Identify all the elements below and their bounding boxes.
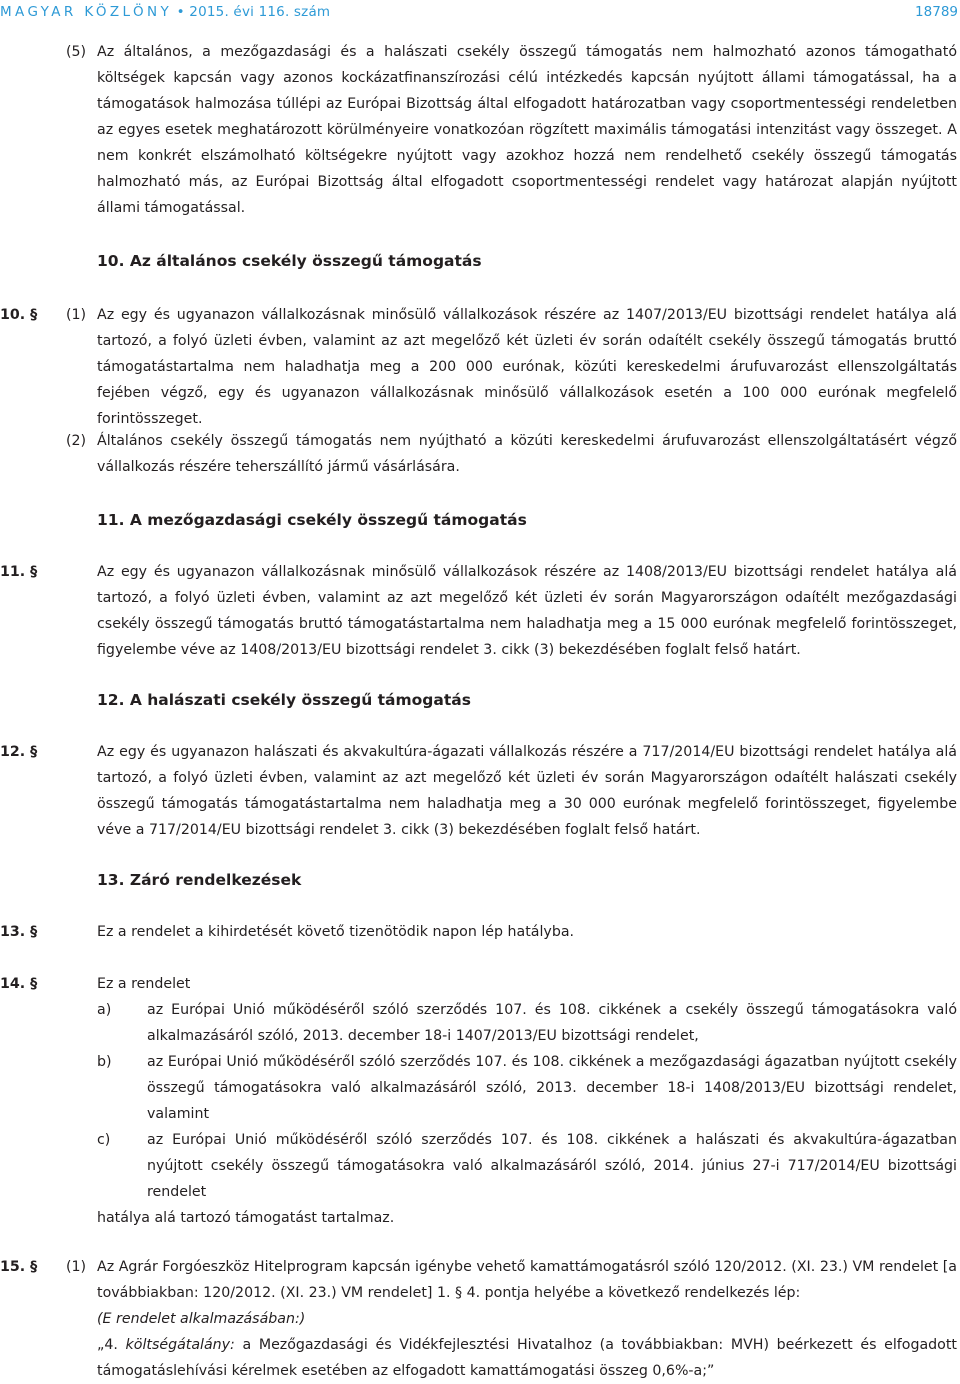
paragraph-label: (5) — [66, 44, 87, 60]
section-number-10: 10. § — [0, 307, 38, 323]
list-label: b) — [97, 1054, 112, 1070]
closing-text: hatálya alá tartozó támogatást tartalmaz. — [97, 1210, 395, 1226]
list-label: a) — [97, 1002, 112, 1018]
section-number-12: 12. § — [0, 744, 38, 760]
section-number-13: 13. § — [0, 924, 38, 940]
paragraph-label: (1) — [66, 307, 87, 323]
section-heading-13: 13. Záró rendelkezések — [97, 871, 302, 889]
list-text: az Európai Unió működéséről szóló szerződés 107. és 108. cikkének a mezőgazdasági ágazatban nyújtott csekély összegű támogatásokra való alkalmazásáról szóló, 2013. december 18-i 1408/2013/EU bizottsági rendelet, valamint — [147, 1054, 957, 1122]
section-text: Az egy és ugyanazon vállalkozásnak minősülő vállalkozások részére az 1408/2013/EU bizottsági rendelet hatálya alá tartozó, a folyó üzleti évben, valamint az azt megelőző két üzleti év során Magyarországon odaítélt mezőgazdasági csekély összegű támogatás bruttó támogatástartalma nem haladhatja meg a 15 000 eurónak megfelelő forintösszeget, figyelembe véve az 1408/2013/EU bizottsági rendelet 3. cikk (3) bekezdésében foglalt felső határt. — [97, 564, 957, 658]
quote-body: a Mezőgazdasági és Vidékfejlesztési Hivatalhoz (a továbbiakban: MVH) beérkezett és elfogadott támogatáslehívási kérelmek esetében az elfogadott kamattámogatási összeg 0,6%-a;” — [97, 1337, 957, 1379]
quote-text — [97, 1332, 957, 1384]
issue-label: 2015. évi 116. szám — [189, 4, 331, 20]
paragraph-label: (1) — [66, 1259, 87, 1275]
section-heading-11: 11. A mezőgazdasági csekély összegű támogatás — [97, 511, 527, 529]
list-label: c) — [97, 1132, 111, 1148]
section-intro: Ez a rendelet — [97, 976, 191, 992]
section-number-11: 11. § — [0, 564, 38, 580]
paragraph-text: Az egy és ugyanazon vállalkozásnak minősülő vállalkozások részére az 1407/2013/EU bizottsági rendelet hatálya alá tartozó, a folyó üzleti évben, valamint az azt megelőző két üzleti év során odaítélt csekély összegű támogatás bruttó támogatástartalma nem haladhatja meg a 200 000 eurónak, közúti kereskedelmi árufuvarozást ellenszolgáltatás fejében végző, egy és ugyanazon vállalkozásnak minősülő vállalkozások esetén a 100 000 eurónak megfelelő forintösszeget. — [97, 307, 957, 427]
page-header — [0, 0, 960, 20]
quote-prefix: „4. — [97, 1337, 126, 1353]
section-number-14: 14. § — [0, 976, 38, 992]
journal-issue: MAGYAR KÖZLÖNY • 2015. évi 116. szám — [0, 4, 331, 20]
section-text: Ez a rendelet a kihirdetését követő tizenötödik napon lép hatályba. — [97, 924, 575, 940]
section-heading-12: 12. A halászati csekély összegű támogatás — [97, 691, 471, 709]
journal-title: MAGYAR KÖZLÖNY — [0, 4, 173, 20]
list-text: az Európai Unió működéséről szóló szerződés 107. és 108. cikkének a halászati és akvakultúra-ágazatban nyújtott csekély összegű támogatásokra való alkalmazásáról szóló, 2014. június 27-i 717/2014/EU bizottsági rendelet — [147, 1132, 957, 1200]
paragraph-text: Az Agrár Forgóeszköz Hitelprogram kapcsán igénybe vehető kamattámogatásról szóló 120/2012. (XI. 23.) VM rendelet [a továbbiakban: 120/2012. (XI. 23.) VM rendelet] 1. § 4. pontja helyébe a következő rendelkezés lép: — [97, 1259, 957, 1301]
quote-term: költségátalány: — [125, 1337, 235, 1353]
paragraph-text: Az általános, a mezőgazdasági és a halászati csekély összegű támogatás nem halmozható azonos támogatható költségek kapcsán vagy azonos kockázatfinanszírozási célú intézkedés kapcsán nyújtott állami támogatással, ha a támogatások halmozása túllépi az Európai Bizottság által elfogadott határozatban vagy csoportmentességi rendeletben az egyes esetek meghatározott körülményeire vonatkozóan rögzített maximális támogatási intenzitást vagy összeget. A nem konkrét elszámolható költségekre nyújtott vagy azokhoz hozzá nem rendelhető csekély összegű támogatás halmozható más, az Európai Bizottság által elfogadott csoportmentességi rendelet vagy határozat alapján nyújtott állami támogatással. — [97, 44, 957, 216]
italic-intro: (E rendelet alkalmazásában:) — [97, 1311, 306, 1327]
list-text: az Európai Unió működéséről szóló szerződés 107. és 108. cikkének a csekély összegű támogatásokra való alkalmazásáról szóló, 2013. december 18-i 1407/2013/EU bizottsági rendelet, — [147, 1002, 957, 1044]
paragraph-label: (2) — [66, 433, 87, 449]
paragraph-text: Általános csekély összegű támogatás nem nyújtható a közúti kereskedelmi árufuvarozást ellenszolgáltatásért végző vállalkozás részére teherszállító jármű vásárlására. — [97, 433, 957, 475]
page-number: 18789 — [915, 4, 958, 20]
section-number-15: 15. § — [0, 1259, 38, 1275]
section-heading-10: 10. Az általános csekély összegű támogatás — [97, 252, 482, 270]
section-text: Az egy és ugyanazon halászati és akvakultúra-ágazati vállalkozás részére a 717/2014/EU bizottsági rendelet hatálya alá tartozó, a folyó üzleti évben, valamint az azt megelőző két üzleti év során Magyarországon odaítélt halászati csekély összegű támogatás támogatástartalma nem haladhatja meg a 30 000 eurónak megfelelő forintösszeget, figyelembe véve a 717/2014/EU bizottsági rendelet 3. cikk (3) bekezdésében foglalt felső határt. — [97, 744, 957, 838]
